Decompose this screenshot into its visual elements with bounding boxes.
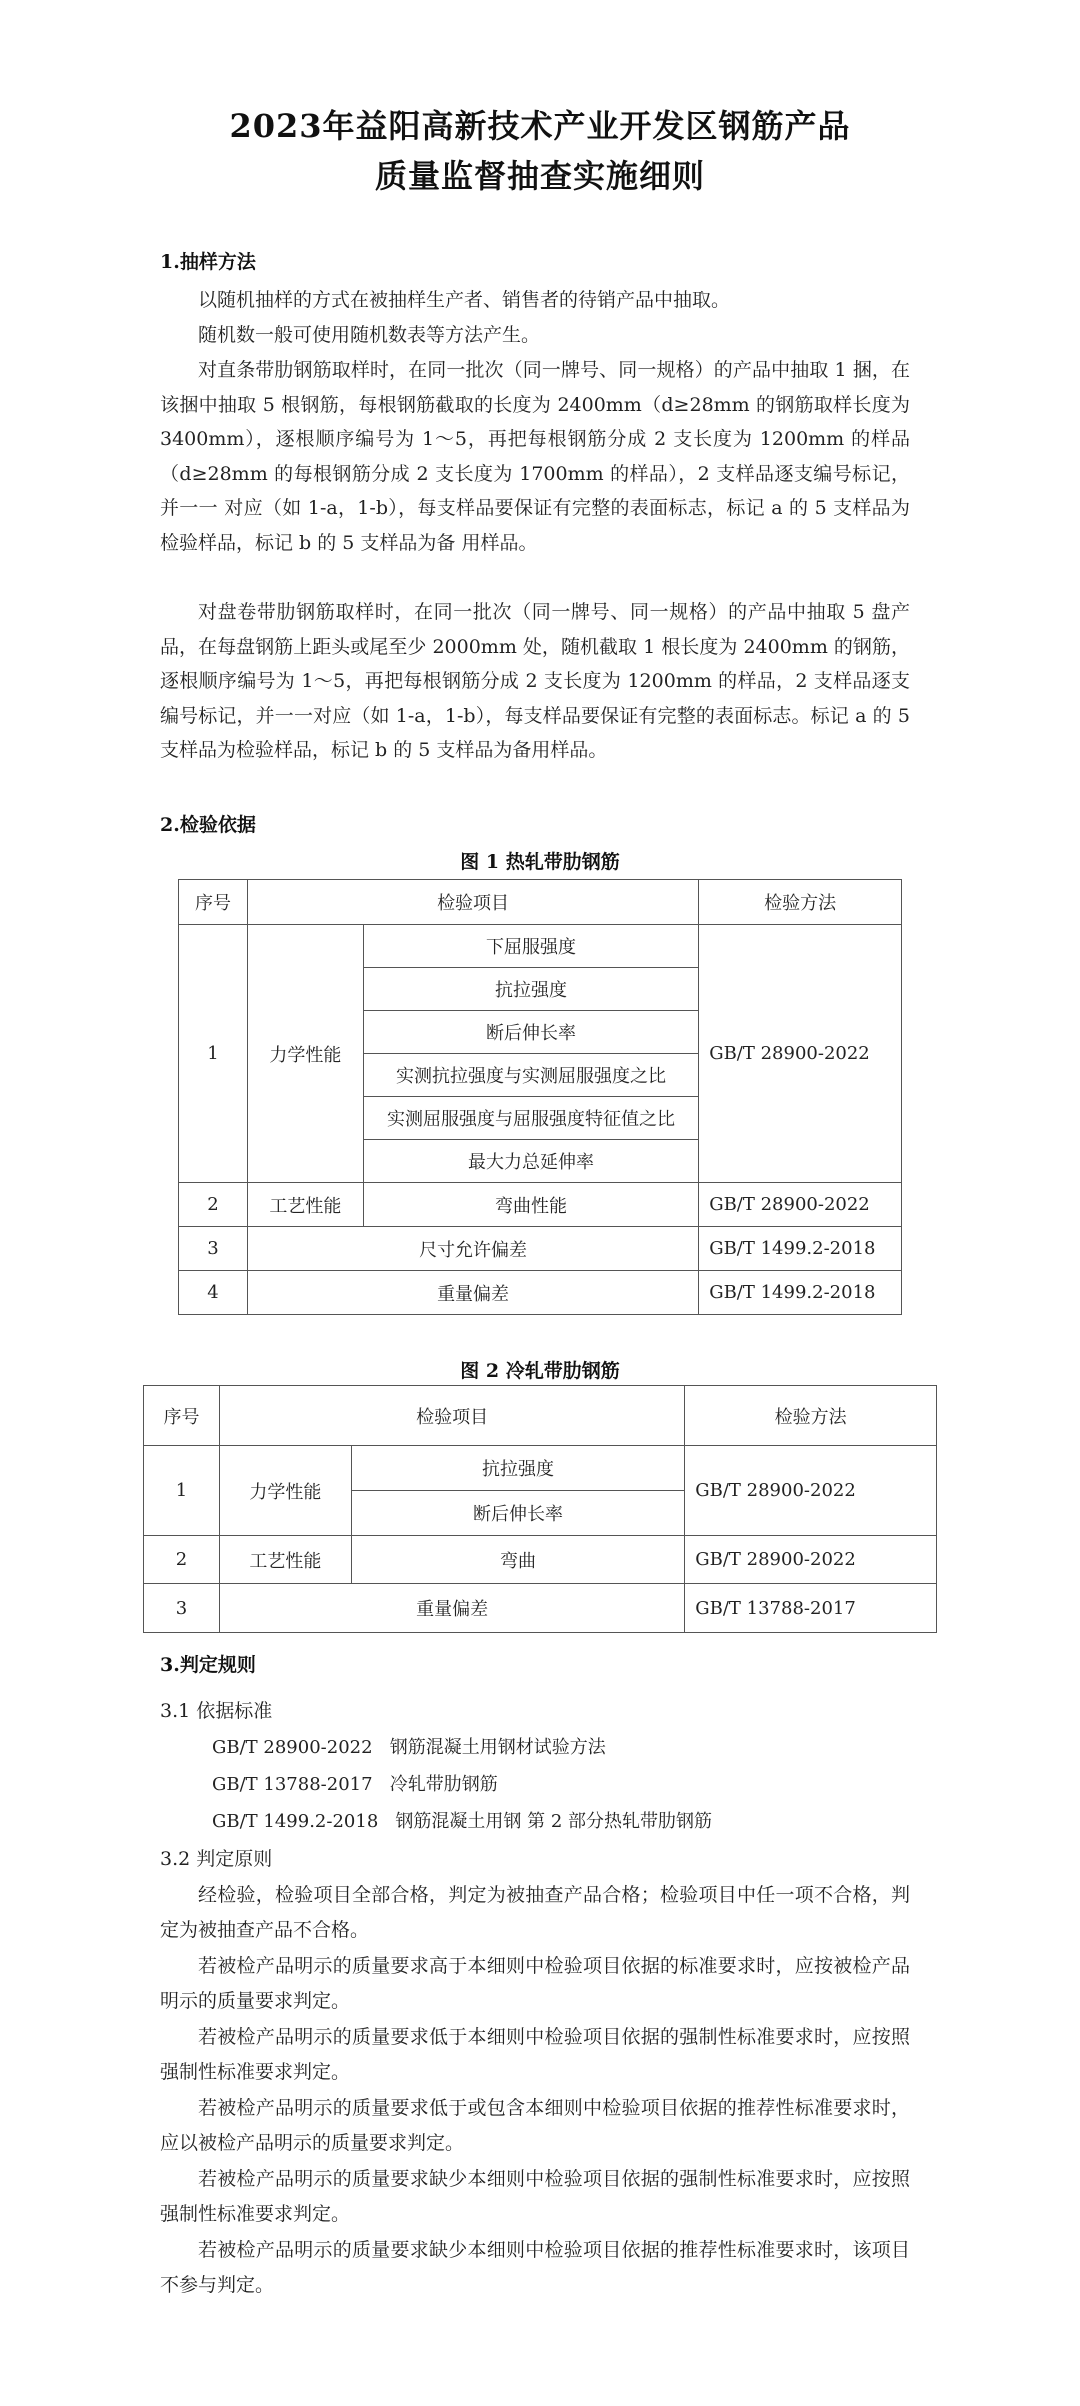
table1-item: 断后伸长率	[363, 1011, 698, 1054]
table1-row1-group: 力学性能	[247, 925, 363, 1183]
section2-heading: 2.检验依据	[160, 814, 256, 836]
table2-row2-item: 弯曲	[351, 1536, 685, 1584]
table2-row3-no: 3	[144, 1584, 220, 1633]
table2-row2-group: 工艺性能	[219, 1536, 351, 1584]
section1-paragraph-3: 对直条带肋钢筋取样时，在同一批次（同一牌号、同一规格）的产品中抽取 1 捆，在该捆中抽取 5 根钢筋，每根钢筋截取的长度为 2400mm（d≥28mm 的钢筋取样长度为 3400mm），逐根顺序编号为 1～5，再把每根钢筋分成 2 支长度为 1200mm 的样品（d≥28mm 的每根钢筋分成 2 支长度为 1700mm 的样品），2 支样品逐支编号标记，并一一 对应（如 1-a，1-b），每支样品要保证有完整的表面标志，标记 a 的 5 支样品为检验样品，标记 b 的 5 支样品为备 用样品。	[160, 359, 910, 554]
section1-heading: 1.抽样方法	[160, 251, 256, 273]
table1-row3-method: GB/T 1499.2-2018	[699, 1227, 902, 1271]
section1-paragraph-4: 对盘卷带肋钢筋取样时，在同一批次（同一牌号、同一规格）的产品中抽取 5 盘产品，在每盘钢筋上距头或尾至少 2000mm 处，随机截取 1 根长度为 2400mm 的钢筋，逐根顺序编号为 1～5，再把每根钢筋分成 2 支长度为 1200mm 的样品，2 支样品逐支编号标记，并一一对应（如 1-a，1-b），每支样品要保证有完整的表面标志。标记 a 的 5 支样品为检验样品，标记 b 的 5 支样品为备用样品。	[160, 601, 910, 761]
table1-header-no: 序号	[179, 880, 248, 925]
document-title-line1: 2023年益阳高新技术产业开发区钢筋产品	[229, 107, 851, 145]
table2-caption: 图 2 冷轧带肋钢筋	[460, 1360, 620, 1382]
rule-paragraph: 经检验，检验项目全部合格，判定为被抽查产品合格；检验项目中任一项不合格，判定为被抽查产品不合格。	[160, 1884, 910, 1941]
table1-row4-method: GB/T 1499.2-2018	[699, 1271, 902, 1315]
rule-paragraph: 若被检产品明示的质量要求低于或包含本细则中检验项目依据的推荐性标准要求时，应以被检产品明示的质量要求判定。	[160, 2097, 910, 2154]
table2-row2-no: 2	[144, 1536, 220, 1584]
table1-header-method: 检验方法	[699, 880, 902, 925]
table2-row3-item: 重量偏差	[219, 1584, 684, 1633]
cold-rolled-rebar-table	[143, 1385, 937, 1633]
rule-paragraph: 若被检产品明示的质量要求缺少本细则中检验项目依据的强制性标准要求时，应按照强制性标准要求判定。	[160, 2168, 910, 2225]
table2-row1-method: GB/T 28900-2022	[685, 1446, 937, 1536]
table1-item: 抗拉强度	[363, 968, 698, 1011]
table1-row1-no: 1	[179, 925, 248, 1183]
table1-row3-item: 尺寸允许偏差	[247, 1227, 698, 1271]
rule-paragraph: 若被检产品明示的质量要求高于本细则中检验项目依据的标准要求时，应按被检产品明示的质量要求判定。	[160, 1955, 910, 2012]
section1-paragraph-1: 以随机抽样的方式在被抽样生产者、销售者的待销产品中抽取。	[198, 289, 731, 311]
table2-row2-method: GB/T 28900-2022	[685, 1536, 937, 1584]
table1-item: 实测屈服强度与屈服强度特征值之比	[363, 1097, 698, 1140]
table2-item: 抗拉强度	[351, 1446, 685, 1491]
table1-row2-method: GB/T 28900-2022	[699, 1183, 902, 1227]
table1-row2-item: 弯曲性能	[363, 1183, 698, 1227]
table2-header-no: 序号	[144, 1386, 220, 1446]
table1-header-item: 检验项目	[247, 880, 698, 925]
section3-sub1: 3.1 依据标准	[160, 1700, 273, 1722]
table2-header-item: 检验项目	[219, 1386, 684, 1446]
section1-paragraph-2: 随机数一般可使用随机数表等方法产生。	[198, 324, 541, 346]
table1-item: 下屈服强度	[363, 925, 698, 968]
document-title-line2: 质量监督抽查实施细则	[374, 157, 705, 195]
section3-heading: 3.判定规则	[160, 1654, 256, 1676]
table1-caption: 图 1 热轧带肋钢筋	[460, 851, 620, 873]
rule-paragraph: 若被检产品明示的质量要求缺少本细则中检验项目依据的推荐性标准要求时，该项目不参与判定。	[160, 2239, 910, 2296]
standard-item: GB/T 1499.2-2018 钢筋混凝土用钢 第 2 部分热轧带肋钢筋	[212, 1811, 713, 1832]
table2-row3-method: GB/T 13788-2017	[685, 1584, 937, 1633]
table1-row4-item: 重量偏差	[247, 1271, 698, 1315]
hot-rolled-rebar-table	[178, 879, 902, 1315]
table1-row2-group: 工艺性能	[247, 1183, 363, 1227]
rule-paragraph: 若被检产品明示的质量要求低于本细则中检验项目依据的强制性标准要求时，应按照强制性标准要求判定。	[160, 2026, 910, 2083]
standard-item: GB/T 13788-2017 冷轧带肋钢筋	[212, 1774, 498, 1795]
table1-row1-method: GB/T 28900-2022	[699, 925, 902, 1183]
table2-header-method: 检验方法	[685, 1386, 937, 1446]
table1-row3-no: 3	[179, 1227, 248, 1271]
table1-row2-no: 2	[179, 1183, 248, 1227]
table2-row1-group: 力学性能	[219, 1446, 351, 1536]
standard-item: GB/T 28900-2022 钢筋混凝土用钢材试验方法	[212, 1737, 606, 1758]
table1-item: 最大力总延伸率	[363, 1140, 698, 1183]
table1-item: 实测抗拉强度与实测屈服强度之比	[363, 1054, 698, 1097]
table2-row1-no: 1	[144, 1446, 220, 1536]
table1-row4-no: 4	[179, 1271, 248, 1315]
table2-item: 断后伸长率	[351, 1491, 685, 1536]
section3-sub2: 3.2 判定原则	[160, 1848, 273, 1870]
